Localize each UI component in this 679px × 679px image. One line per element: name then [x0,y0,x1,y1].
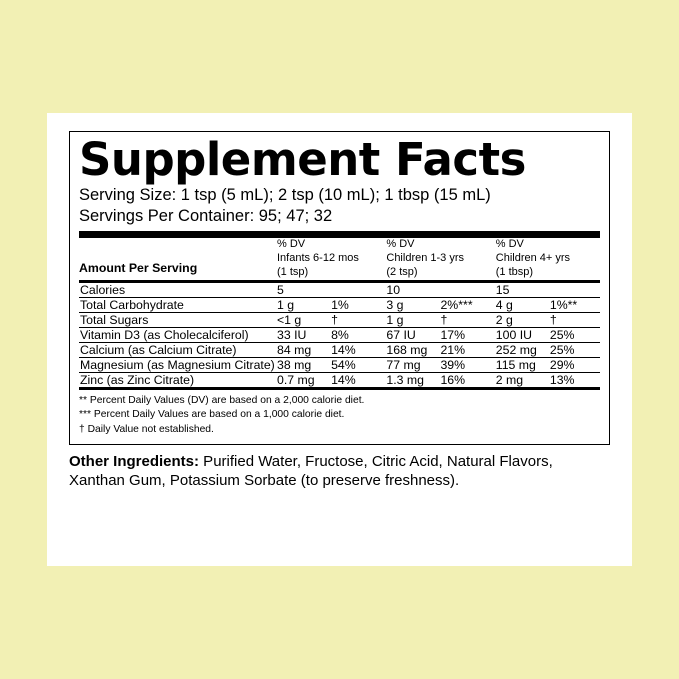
footnote-dagger: † Daily Value not established. [79,423,214,435]
row0-dv-2: 2%*** [438,297,495,312]
col1-group-label: Infants 6-12 mos [276,252,359,265]
table-row [79,342,600,357]
row-label-total-sugars: Total Sugars [79,312,277,327]
supplement-facts-box [69,131,610,445]
amount-per-serving-header: Amount Per Serving [79,261,198,276]
row3-dv-1: 14% [329,342,386,357]
row3-amt-1: 84 mg [277,342,329,357]
column-header-infants [277,238,386,279]
table-header-row [79,238,600,279]
nutrient-rows-table [79,283,600,387]
col2-dv-label: % DV [386,238,415,251]
row4-dv-1: 54% [329,357,386,372]
row1-amt-3: 2 g [496,312,548,327]
page-title: Supplement Facts [79,133,526,186]
other-ingredients-text: Purified Water, Fructose, Citric Acid, Natural Flavors, Xanthan Gum, Potassium Sorbate (to preserve freshness). [69,452,553,490]
row-label-calcium: Calcium (as Calcium Citrate) [79,342,277,357]
row0-dv-1: 1% [329,297,386,312]
table-row-calories [79,283,600,298]
row3-amt-3: 252 mg [496,342,548,357]
row1-dv-3: † [548,312,600,327]
footnote-dv-1000: *** Percent Daily Values are based on a 1,000 calorie diet. [79,409,345,421]
row1-dv-1: † [329,312,386,327]
table-row [79,372,600,387]
col1-serving-label: (1 tsp) [276,265,309,278]
row0-amt-1: 1 g [277,297,329,312]
row3-dv-3: 25% [548,342,600,357]
calories-value-3: 15 [495,282,510,297]
row4-amt-3: 115 mg [496,357,548,372]
label-content [69,131,610,491]
table-row [79,312,600,327]
col2-serving-label: (2 tsp) [386,265,418,278]
row5-amt-3: 2 mg [496,372,548,387]
row2-dv-2: 17% [438,327,495,342]
calories-value-2: 10 [386,282,401,297]
table-row [79,327,600,342]
footnote-dv-2000: ** Percent Daily Values (DV) are based on a 2,000 calorie diet. [79,394,365,406]
row1-amt-1: <1 g [277,312,329,327]
row1-amt-2: 1 g [386,312,438,327]
row-label-vitamin-d3: Vitamin D3 (as Cholecalciferol) [79,327,277,342]
row1-dv-2: † [438,312,495,327]
other-ingredients [69,445,610,491]
footnotes [79,390,600,438]
row3-amt-2: 168 mg [386,342,438,357]
table-row [79,297,600,312]
row5-dv-1: 14% [329,372,386,387]
row2-amt-2: 67 IU [386,327,438,342]
other-ingredients-label: Other Ingredients: [69,452,200,470]
row2-amt-3: 100 IU [496,327,548,342]
row4-amt-1: 38 mg [277,357,329,372]
col1-dv-label: % DV [276,238,306,251]
row0-dv-3: 1%** [548,297,600,312]
row5-dv-2: 16% [438,372,495,387]
col3-dv-label: % DV [495,238,524,251]
row5-dv-3: 13% [548,372,600,387]
table-row [79,357,600,372]
row4-dv-2: 39% [438,357,495,372]
column-header-children-4plus [496,238,600,279]
divider-thick [79,231,600,238]
servings-per-container: Servings Per Container: 95; 47; 32 [79,207,333,226]
row2-amt-1: 33 IU [277,327,329,342]
row-label-calories: Calories [80,282,126,297]
row-label-total-carbohydrate: Total Carbohydrate [79,297,277,312]
row-label-magnesium: Magnesium (as Magnesium Citrate) [79,357,277,372]
row0-amt-2: 3 g [386,297,438,312]
row4-amt-2: 77 mg [386,357,438,372]
col2-group-label: Children 1-3 yrs [386,252,465,265]
row2-dv-3: 25% [548,327,600,342]
row0-amt-3: 4 g [496,297,548,312]
col3-serving-label: (1 tbsp) [495,265,534,278]
column-header-children-1-3 [386,238,495,279]
row5-amt-1: 0.7 mg [277,372,329,387]
label-panel [47,113,632,566]
row2-dv-1: 8% [329,327,386,342]
row3-dv-2: 21% [438,342,495,357]
row-label-zinc: Zinc (as Zinc Citrate) [79,372,277,387]
row4-dv-3: 29% [548,357,600,372]
row5-amt-2: 1.3 mg [386,372,438,387]
col3-group-label: Children 4+ yrs [495,252,571,265]
nutrition-table [79,238,600,279]
serving-size: Serving Size: 1 tsp (5 mL); 2 tsp (10 mL); 1 tbsp (15 mL) [79,186,491,205]
calories-value-1: 5 [276,282,284,297]
